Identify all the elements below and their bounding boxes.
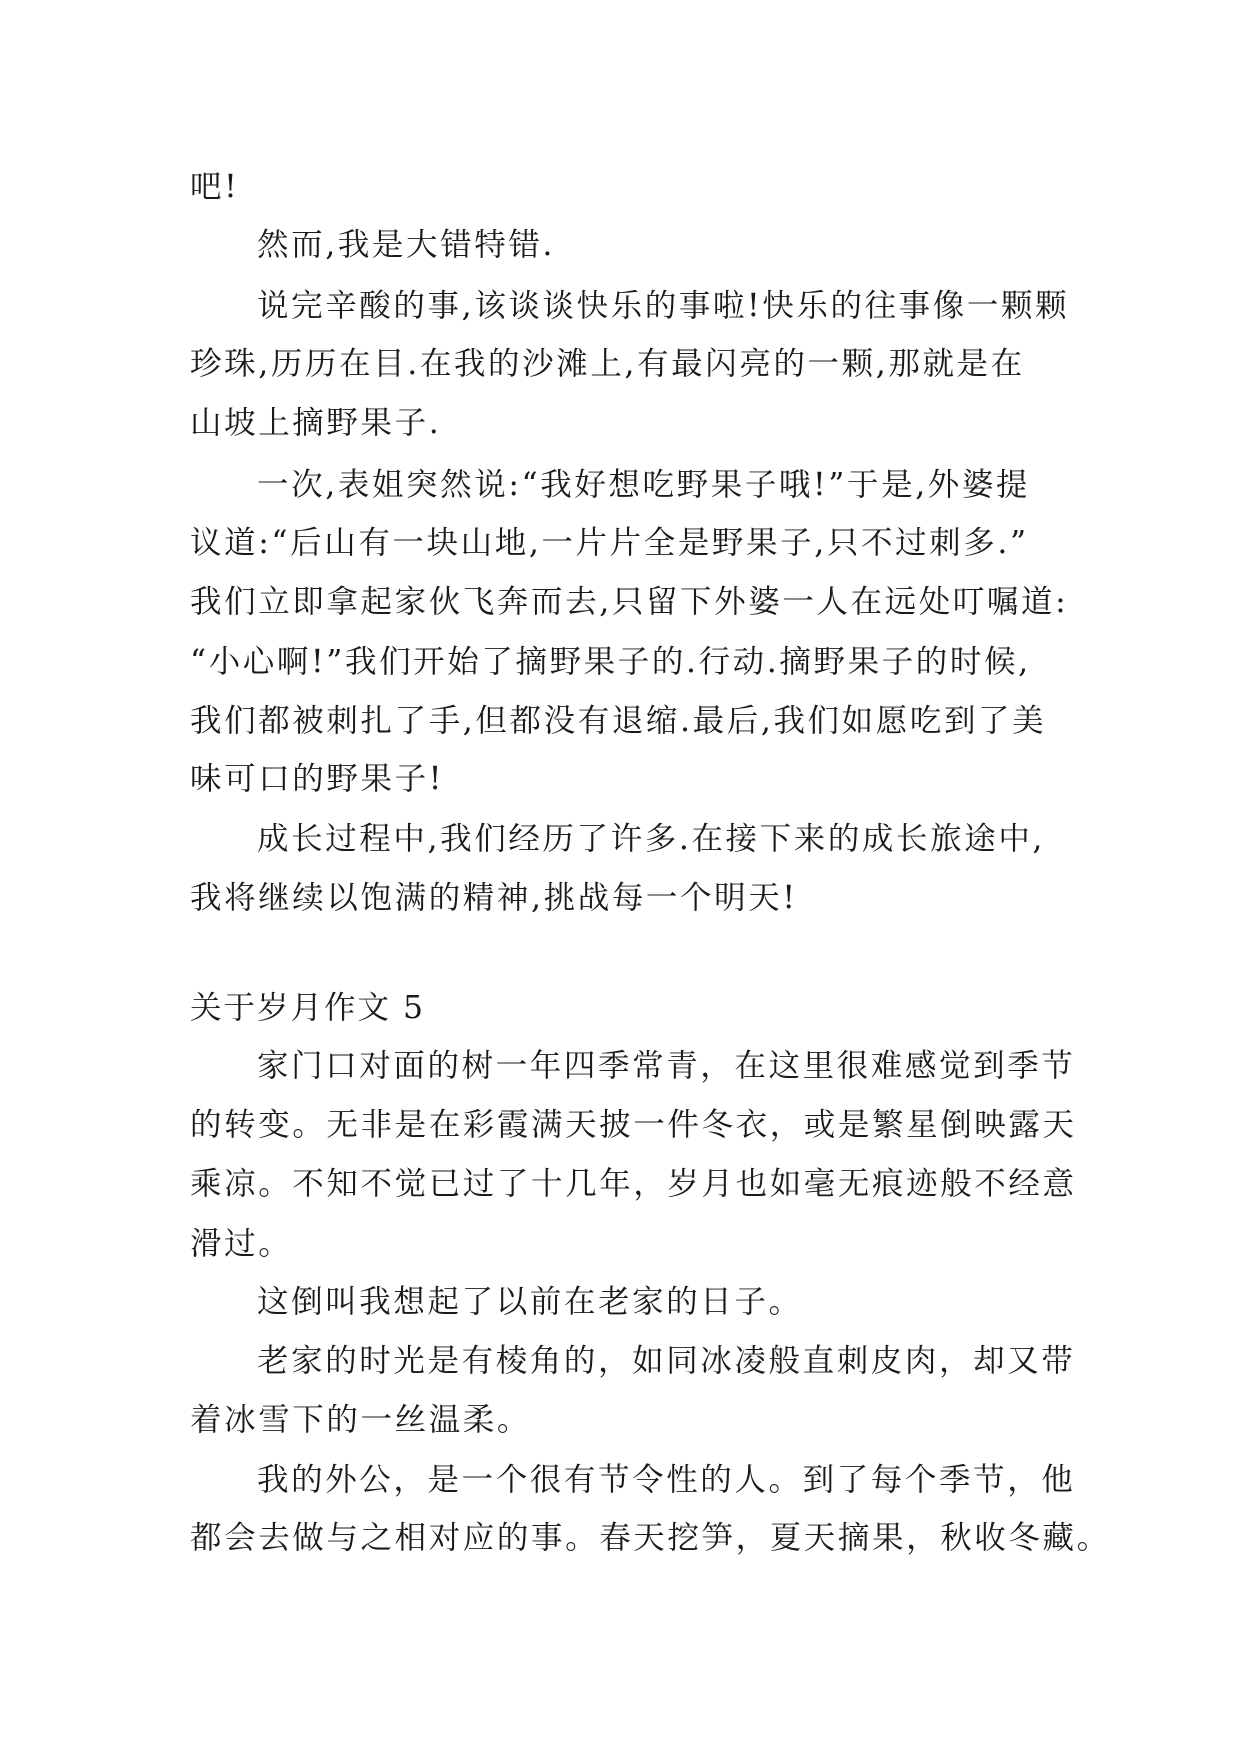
text-line: 都会去做与之相对应的事。春天挖笋，夏天摘果，秋收冬藏。 [190, 1520, 1111, 1556]
paragraph-line: 老家的时光是有棱角的，如同冰凌般直刺皮肉，却又带 [257, 1343, 1076, 1379]
text-line: 山坡上摘野果子. [190, 405, 442, 441]
text-line: 味可口的野果子! [190, 761, 444, 797]
paragraph-line: 一次,表姐突然说:“我好想吃野果子哦!”于是,外婆提 [257, 467, 1031, 503]
paragraph-line: 说完辛酸的事,该谈谈快乐的事啦!快乐的往事像一颗颗 [257, 288, 1070, 324]
paragraph-line: 家门口对面的树一年四季常青，在这里很难感觉到季节 [257, 1048, 1076, 1084]
text-line: 着冰雪下的一丝温柔。 [190, 1402, 532, 1438]
text-line: 吧! [190, 169, 240, 205]
text-line: 我将继续以饱满的精神,挑战每一个明天! [190, 880, 798, 916]
paragraph-line: 这倒叫我想起了以前在老家的日子。 [257, 1284, 803, 1320]
text-line: 滑过。 [190, 1226, 293, 1262]
paragraph-line: 然而,我是大错特错. [257, 227, 556, 263]
text-line: 珍珠,历历在目.在我的沙滩上,有最闪亮的一颗,那就是在 [190, 346, 1025, 382]
text-line: 我们立即拿起家伙飞奔而去,只留下外婆一人在远处叮嘱道: [190, 584, 1069, 620]
paragraph-line: 成长过程中,我们经历了许多.在接下来的成长旅途中, [257, 821, 1046, 857]
text-line: 议道:“后山有一块山地,一片片全是野果子,只不过刺多.” [190, 525, 1029, 561]
text-line: 我们都被刺扎了手,但都没有退缩.最后,我们如愿吃到了美 [190, 703, 1047, 739]
text-line: 的转变。无非是在彩霞满天披一件冬衣，或是繁星倒映露天 [190, 1107, 1077, 1143]
text-line: 乘凉。不知不觉已过了十几年，岁月也如毫无痕迹般不经意 [190, 1166, 1077, 1202]
section-heading: 关于岁月作文 5 [190, 990, 426, 1026]
paragraph-line: 我的外公，是一个很有节令性的人。到了每个季节，他 [257, 1462, 1076, 1498]
text-line: “小心啊!”我们开始了摘野果子的.行动.摘野果子的时候, [190, 644, 1031, 680]
